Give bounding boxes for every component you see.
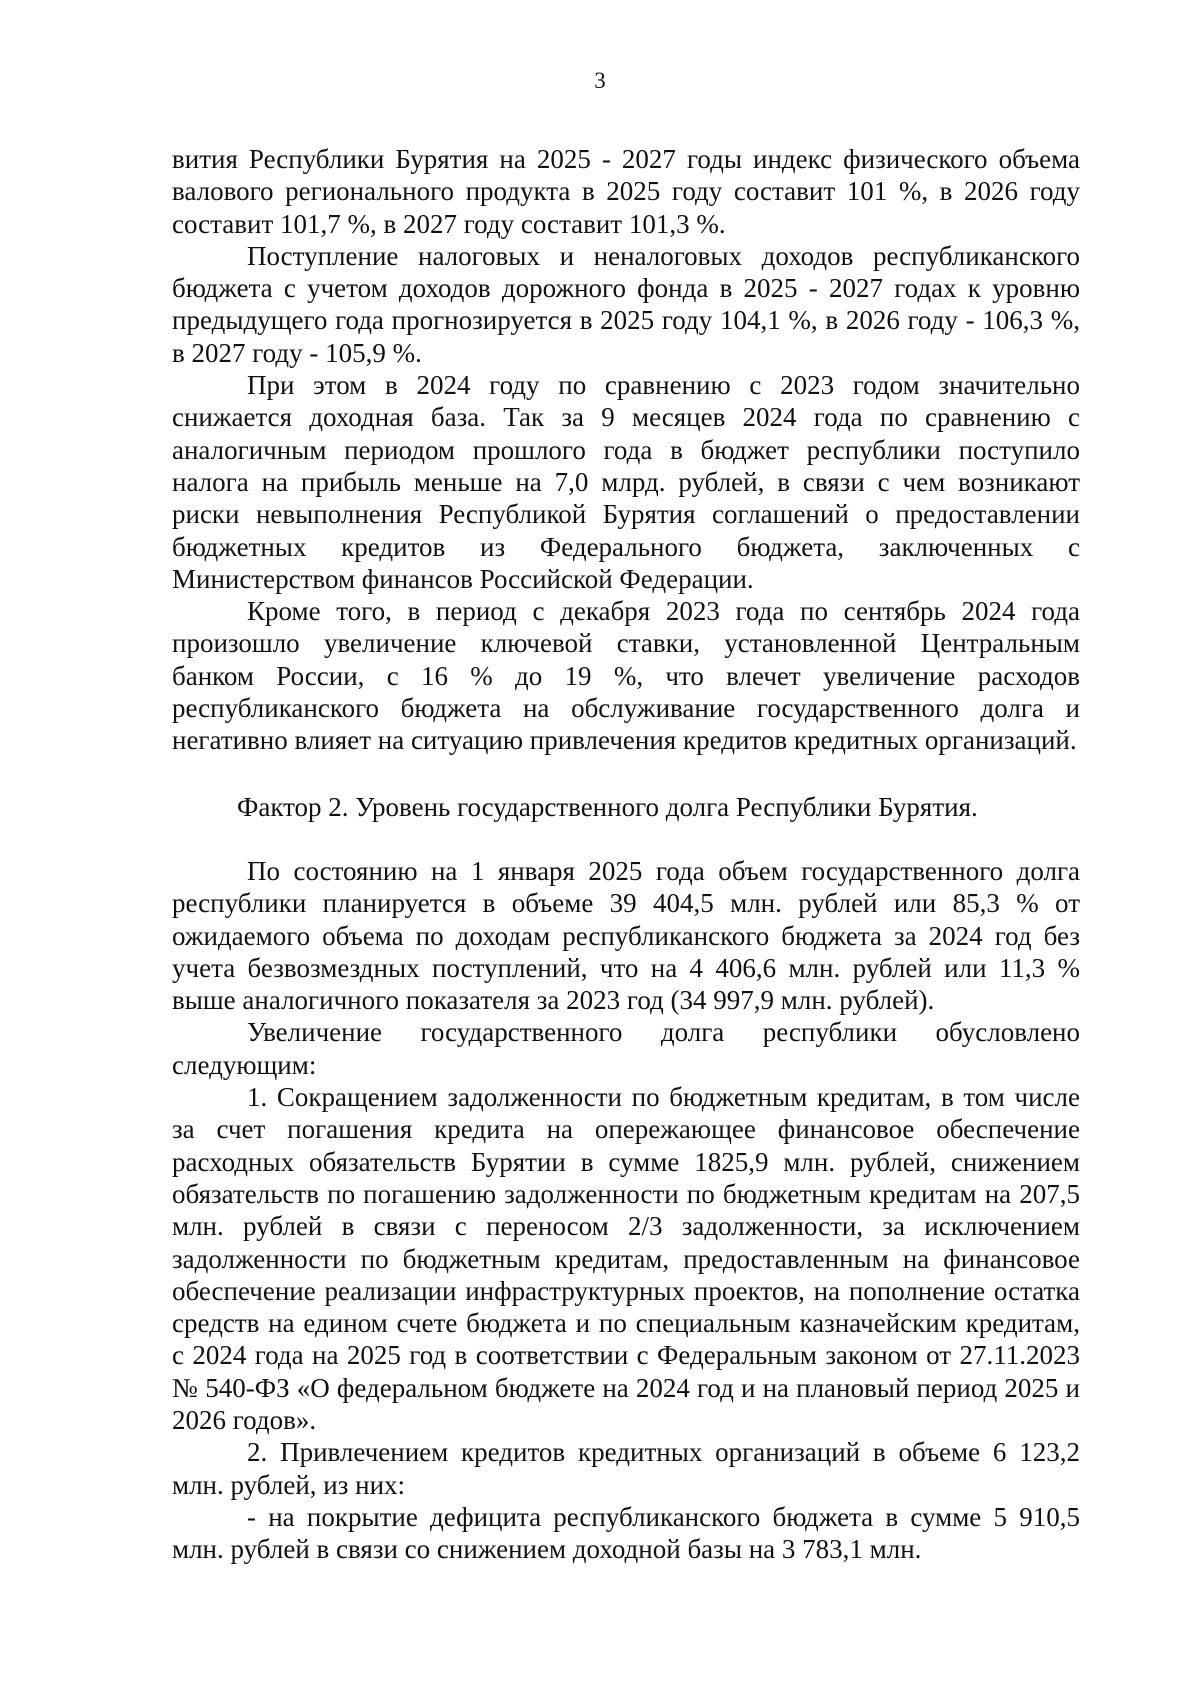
page-number: 3 xyxy=(594,68,606,93)
list-item-budget-credits: 1. Сокращением задолженности по бюджетным кредитам, в том числе за счет погашения кредита на опережающее финансовое обеспечение расходных обязательств Бурятии в сумме 1825,9 млн. рублей, снижением обязательств по погашению задолженности по бюджетным кредитам на 207,5 млн. рублей в связи с переносом 2/3 задолженности, за исключением задолженности по бюджетным кредитам, предоставленным на финансовое обеспечение реализации инфраструктурных проектов, на пополнение остатка средств на едином счете бюджета и по специальным казначейским кредитам, с 2024 года на 2025 год в соответствии с Федеральным законом от 27.11.2023 № 540-ФЗ «О федеральном бюджете на 2024 год и на плановый период 2025 и 2026 годов». xyxy=(172,1082,1080,1435)
document-body xyxy=(172,143,1080,1565)
list-item-deficit-coverage: - на покрытие дефицита республиканского бюджета в сумме 5 910,5 млн. рублей в связи со снижением доходной базы на 3 783,1 млн. xyxy=(172,1501,1080,1565)
list-item-commercial-credits: 2. Привлечением кредитов кредитных организаций в объеме 6 123,2 млн. рублей, из них: xyxy=(172,1437,1080,1500)
paragraph-public-debt: По состоянию на 1 января 2025 года объем государственного долга республики планируется в объеме 39 404,5 млн. рублей или 85,3 % от ожидаемого объема по доходам республиканского бюджета за 2024 год без учета безвозмездных поступлений, что на 4 406,6 млн. рублей или 11,3 % выше аналогичного показателя за 2023 год (34 997,9 млн. рублей). xyxy=(172,855,1080,1016)
paragraph-tax-revenue: Поступление налоговых и неналоговых доходов республиканского бюджета с учетом доходов дорожного фонда в 2025 - 2027 годах к уровню предыдущего года прогнозируется в 2025 году 104,1 %, в 2026 году - 106,3 %, в 2027 году - 105,9 %. xyxy=(172,240,1080,368)
section-heading-factor-2: Фактор 2. Уровень государственного долга Республики Бурятия. xyxy=(237,791,978,822)
paragraph-gdp-index: вития Республики Бурятия на 2025 - 2027 годы индекс физического объема валового регионального продукта в 2025 году составит 101 %, в 2026 году составит 101,7 %, в 2027 году составит 101,3 %. xyxy=(172,144,1080,239)
paragraph-debt-increase-reasons: Увеличение государственного долга республики обусловлено следующим: xyxy=(172,1017,1080,1080)
paragraph-key-rate: Кроме того, в период с декабря 2023 года по сентябрь 2024 года произошло увеличение ключевой ставки, установленной Центральным банком России, с 16 % до 19 %, что влечет увеличение расходов республиканского бюджета на обслуживание государственного долга и негативно влияет на ситуацию привлечения кредитов кредитных организаций. xyxy=(172,596,1080,756)
paragraph-revenue-decline: При этом в 2024 году по сравнению с 2023 годом значительно снижается доходная база. Так за 9 месяцев 2024 года по сравнению с аналогичным периодом прошлого года в бюджет республики поступило налога на прибыль меньше на 7,0 млрд. рублей, в связи с чем возникают риски невыполнения Республикой Бурятия соглашений о предоставлении бюджетных кредитов из Федерального бюджета, заключенных с Министерством финансов Российской Федерации. xyxy=(172,370,1080,594)
